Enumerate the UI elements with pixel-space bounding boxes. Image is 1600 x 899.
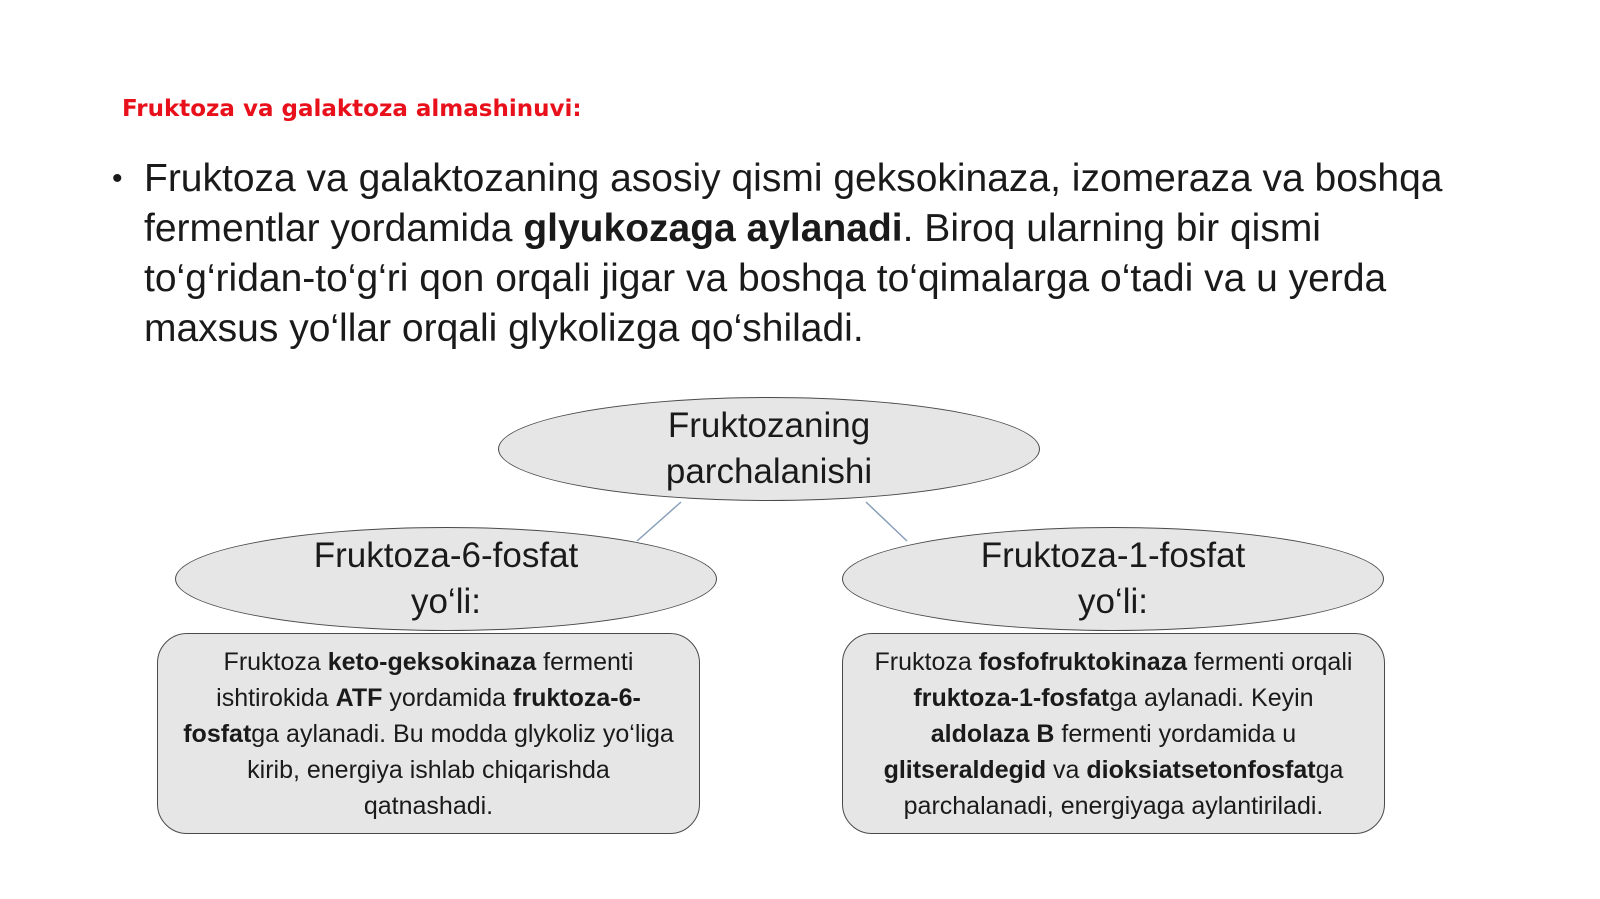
root-node <box>498 397 1040 501</box>
left-branch-heading-line2: yo‘li: <box>410 582 481 621</box>
left-desc-t3: yordamida <box>382 683 514 712</box>
connector-left <box>637 502 681 541</box>
right-desc-b3: aldolaza B <box>930 719 1055 748</box>
slide-title: Fruktoza va galaktoza almashinuvi: <box>122 96 582 122</box>
right-desc-t1: Fruktoza <box>874 647 979 676</box>
left-branch-node <box>175 527 717 631</box>
right-branch-heading-line1: Fruktoza-1-fosfat <box>980 536 1246 575</box>
right-desc-b5: dioksiatsetonfosfat <box>1086 755 1316 784</box>
root-node-line1: Fruktozaning <box>667 406 871 445</box>
right-desc-t5: va <box>1046 755 1087 784</box>
right-branch-node <box>842 527 1384 631</box>
bullet-text-part1: Fruktoza va galaktozaning asosiy qismi geksokinaza, izomeraza va boshqa fermentlar yordamida <box>144 157 1443 250</box>
right-desc-t4: fermenti yordamida u <box>1054 719 1297 748</box>
right-desc-b2: fruktoza-1-fosfat <box>913 683 1110 712</box>
root-node-line2: parchalanishi <box>665 452 873 491</box>
right-desc-b1: fosfofruktokinaza <box>978 647 1188 676</box>
left-desc-b1: keto-geksokinaza <box>327 647 537 676</box>
connector-right <box>866 502 907 541</box>
right-description-box <box>842 633 1385 834</box>
right-desc-t2: fermenti orqali <box>1187 647 1353 676</box>
left-desc-b3: fruktoza-6-fosfat <box>183 683 641 748</box>
bullet-dot-icon: • <box>112 162 123 195</box>
left-desc-t2: fermenti ishtirokida <box>216 647 634 712</box>
right-desc-t3: ga aylanadi. Keyin <box>1109 683 1314 712</box>
left-description-box <box>157 633 700 834</box>
left-desc-b2: ATF <box>335 683 383 712</box>
left-description-text <box>182 644 675 824</box>
left-desc-t1: Fruktoza <box>223 647 328 676</box>
right-description-text <box>867 644 1360 824</box>
right-desc-t6: ga parchalanadi, energiyaga aylantiriladi. <box>903 755 1344 820</box>
right-desc-b4: glitseraldegid <box>883 755 1047 784</box>
bullet-text-part2: . Biroq ularning bir qismi to‘g‘ridan-to‘g‘ri qon orqali jigar va boshqa to‘qimalarga o‘tadi va u yerda maxsus yo‘llar orqali glykolizga qo‘shiladi. <box>144 207 1387 350</box>
left-branch-heading-line1: Fruktoza-6-fosfat <box>313 536 579 575</box>
right-branch-heading-line2: yo‘li: <box>1077 582 1148 621</box>
bullet-text-bold: glyukozaga aylanadi <box>523 207 903 250</box>
left-desc-t4: ga aylanadi. Bu modda glykoliz yo‘liga kirib, energiya ishlab chiqarishda qatnashadi. <box>247 719 674 820</box>
